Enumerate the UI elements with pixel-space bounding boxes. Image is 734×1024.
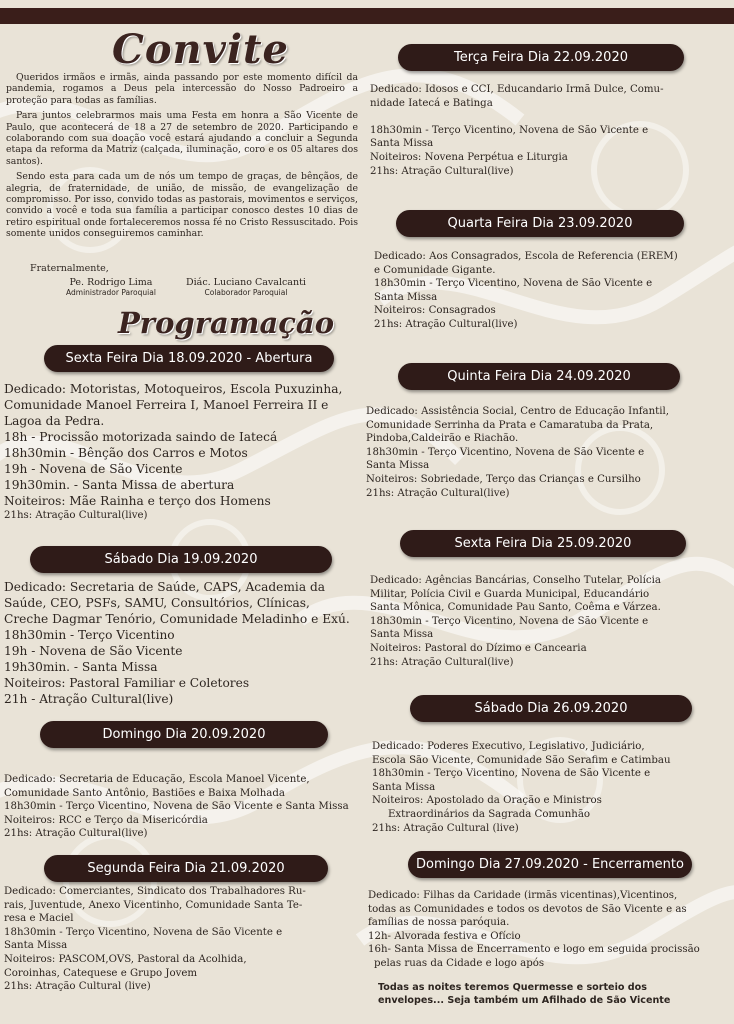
day-line: Comunidade Manoel Ferreira I, Manoel Ferreira II e [4,398,329,412]
day-line: Dedicado: Motoristas, Motoqueiros, Escola Puxuzinha, [4,382,343,396]
day-line: 21hs: Atração Cultural(live) [370,165,514,177]
day-line: 19h30min. - Santa Missa [4,660,158,674]
day-line: Noiteiros: Mãe Rainha e terço dos Homens [4,494,271,508]
day-banner: Quinta Feira Dia 24.09.2020 [398,363,680,390]
day-block [4,579,350,707]
footer-line: envelopes... Seja também um Afilhado de São Vicente [378,995,671,1006]
day-line: resa e Maciel [4,913,74,925]
day-line: Saúde, CEO, PSFs, SAMU, Consultórios, Clínicas, [4,596,310,610]
day-block [370,574,661,669]
day-line: Noiteiros: Consagrados [374,305,496,317]
day-line: Noiteiros: Pastoral Familiar e Coletores [4,676,250,690]
intro-paragraph: Para juntos celebrarmos mais uma Festa em honra a São Vicente de Paulo, que acontecerá de 18 a 27 de setembro de 2020. Participando e colaborando com sua doação você estará ajudando a concluir a Segunda etapa da reforma da Matriz (calçada, iluminação, coro e os 05 altares dos santos). [6,110,358,167]
day-line: Extraordinários da Sagrada Comunhão [388,808,591,820]
day-line: Creche Dagmar Tenório, Comunidade Meladinho e Exú. [4,612,350,626]
day-line: rais, Juventude, Anexo Vicentinho, Comunidade Santa Te- [4,899,303,911]
day-line: famílias de nossa paróquia. [368,917,510,929]
day-line: 18h30min - Terço Vicentino [4,628,175,642]
day-line: Militar, Polícia Civil e Guarda Municipal, Educandário [370,588,650,600]
day-line: Dedicado: Filhas da Caridade (irmãs vicentinas),Vicentinos, [368,890,678,901]
day-block [4,885,306,994]
signer-name: Diác. Luciano Cavalcanti [186,277,306,288]
day-line: Santa Missa [4,940,68,952]
day-line: Noiteiros: Pastoral do Dízimo e Cancearia [370,642,587,654]
day-line: 18h30min - Terço Vicentino, Novena de São Vicente e Santa Missa [4,801,349,813]
day-line: 21hs: Atração Cultural(live) [4,510,148,521]
day-line: 21hs: Atração Cultural(live) [370,656,514,668]
day-line: 18h30min - Terço Vicentino, Novena de São Vicente e [370,124,649,136]
day-block [366,405,669,500]
day-line: Dedicado: Idosos e CCI, Educandario Irmã Dulce, Comu- [370,84,664,95]
day-line: Noiteiros: PASCOM,OVS, Pastoral da Acolhida, [4,953,247,965]
day-block [4,773,349,841]
day-banner: Segunda Feira Dia 21.09.2020 [44,855,328,882]
day-line: 12h- Alvorada festiva e Ofício [368,930,521,942]
day-line: 21hs: Atração Cultural(live) [366,487,510,499]
day-line: Dedicado: Secretaria de Educação, Escola Manoel Vicente, [4,774,310,785]
intro-paragraph: Queridos irmãos e irmãs, ainda passando por este momento difícil da pandemia, rogamos a Deus pela intercessão do Nosso Padroeiro a proteção para todas as famílias. [6,72,358,106]
day-line: 21hs: Atração Cultural (live) [4,981,151,993]
day-line: nidade Iatecá e Batinga [370,97,493,109]
day-line: Santa Missa [370,138,434,150]
day-line: 18h - Procissão motorizada saindo de Iatecá [4,430,278,444]
day-line: Lagoa da Pedra. [4,414,105,428]
day-block [372,740,671,835]
day-line: Noiteiros: Apostolado da Oração e Ministros [372,795,602,807]
intro-text [6,72,358,244]
day-line: 18h30min - Terço Vicentino, Novena de São Vicente e [366,446,645,458]
day-line: Dedicado: Assistência Social, Centro de Educação Infantil, [366,406,670,417]
day-block [370,83,664,178]
day-banner: Sexta Feira Dia 25.09.2020 [400,530,686,557]
day-line: Pindoba,Caldeirão e Riachão. [366,433,519,445]
day-line: Santa Missa [374,291,438,303]
day-block [374,250,678,332]
day-line: 21h - Atração Cultural(live) [4,692,174,706]
day-line: 19h - Novena de São Vicente [4,462,183,476]
day-line: Noiteiros: Sobriedade, Terço das Crianças e Cursilho [366,473,641,485]
convite-title: Convite [112,26,289,73]
day-line: Santa Missa [366,460,430,472]
day-line: e Comunidade Gigante. [374,264,496,276]
day-line: Noiteiros: Novena Perpétua e Liturgia [370,151,568,163]
day-line: Coroinhas, Catequese e Grupo Jovem [4,967,198,979]
signer-name: Pe. Rodrigo Lima [69,277,153,288]
footer-note [378,981,708,1007]
day-line: Comunidade Serrinha da Prata e Camaratuba da Prata, [366,419,654,431]
day-block [4,381,342,523]
day-line: Dedicado: Aos Consagrados, Escola de Referencia (EREM) [374,251,678,262]
day-banner: Sábado Dia 26.09.2020 [410,695,692,722]
day-banner: Sexta Feira Dia 18.09.2020 - Abertura [44,345,334,372]
day-line: Dedicado: Secretaria de Saúde, CAPS, Academia da [4,580,326,594]
day-line: 18h30min - Terço Vicentino, Novena de São Vicente e [374,278,653,290]
day-banner: Domingo Dia 27.09.2020 - Encerramento [408,851,692,878]
signer-1 [66,277,156,297]
day-line: 21hs: Atração Cultural(live) [4,828,148,840]
day-line: Santa Missa [372,781,436,793]
day-banner: Quarta Feira Dia 23.09.2020 [396,210,684,237]
day-block [368,889,700,971]
day-line: 18h30min - Terço Vicentino, Novena de São Vicente e [372,768,651,780]
day-line: 18h30min - Terço Vicentino, Novena de São Vicente e [4,926,283,938]
top-bar [0,8,734,24]
signer-role: Administrador Paroquial [66,288,156,297]
day-line [370,110,664,124]
day-banner: Sábado Dia 19.09.2020 [30,546,332,573]
day-line: Dedicado: Agências Bancárias, Conselho Tutelar, Polícia [370,575,661,586]
day-line: Comunidade Santo Antônio, Bastiões e Baixa Molhada [4,787,285,799]
day-line: 18h30min - Terço Vicentino, Novena de São Vicente e [370,615,649,627]
day-line: Dedicado: Poderes Executivo, Legislativo, Judiciário, [372,741,645,752]
programacao-title: Programação [118,306,335,340]
day-line: Santa Missa [370,629,434,641]
day-line: todas as Comunidades e todos os devotos de São Vicente e as [368,903,687,915]
day-line: Escola São Vicente, Comunidade São Serafim e Catimbau [372,754,671,766]
day-line: Santa Mônica, Comunidade Pau Santo, Coêma e Várzea. [370,602,661,614]
day-line: Dedicado: Comerciantes, Sindicato dos Trabalhadores Ru- [4,886,306,897]
day-line: 21hs: Atração Cultural(live) [374,318,518,330]
day-line: Noiteiros: RCC e Terço da Misericórdia [4,814,208,826]
signer-2 [186,277,306,297]
day-line: 21hs: Atração Cultural (live) [372,822,519,834]
day-banner: Terça Feira Dia 22.09.2020 [398,44,684,71]
day-line: 18h30min - Bênção dos Carros e Motos [4,446,248,460]
day-line: pelas ruas da Cidade e logo após [374,957,545,969]
footer-line: Todas as noites teremos Quermesse e sorteio dos [378,982,647,993]
closing: Fraternalmente, [30,263,109,274]
signer-role: Colaborador Paroquial [204,288,288,297]
day-line: 19h30min. - Santa Missa de abertura [4,478,235,492]
day-line: 16h- Santa Missa de Encerramento e logo em seguida procissão [368,944,700,956]
day-banner: Domingo Dia 20.09.2020 [40,721,328,748]
intro-paragraph: Sendo esta para cada um de nós um tempo de graças, de bênçãos, de alegria, de fraternidade, de união, de missão, de evangelização de compromisso. Por isso, convido todas as pastorais, movimentos e serviços, convido a você e toda sua família a participar conosco destes 10 dias de retiro espiritual onde fortaleceremos nossa fé no Cristo Ressuscitado. Pois somente unidos conseguiremos caminhar. [6,171,358,240]
day-line: 19h - Novena de São Vicente [4,644,183,658]
